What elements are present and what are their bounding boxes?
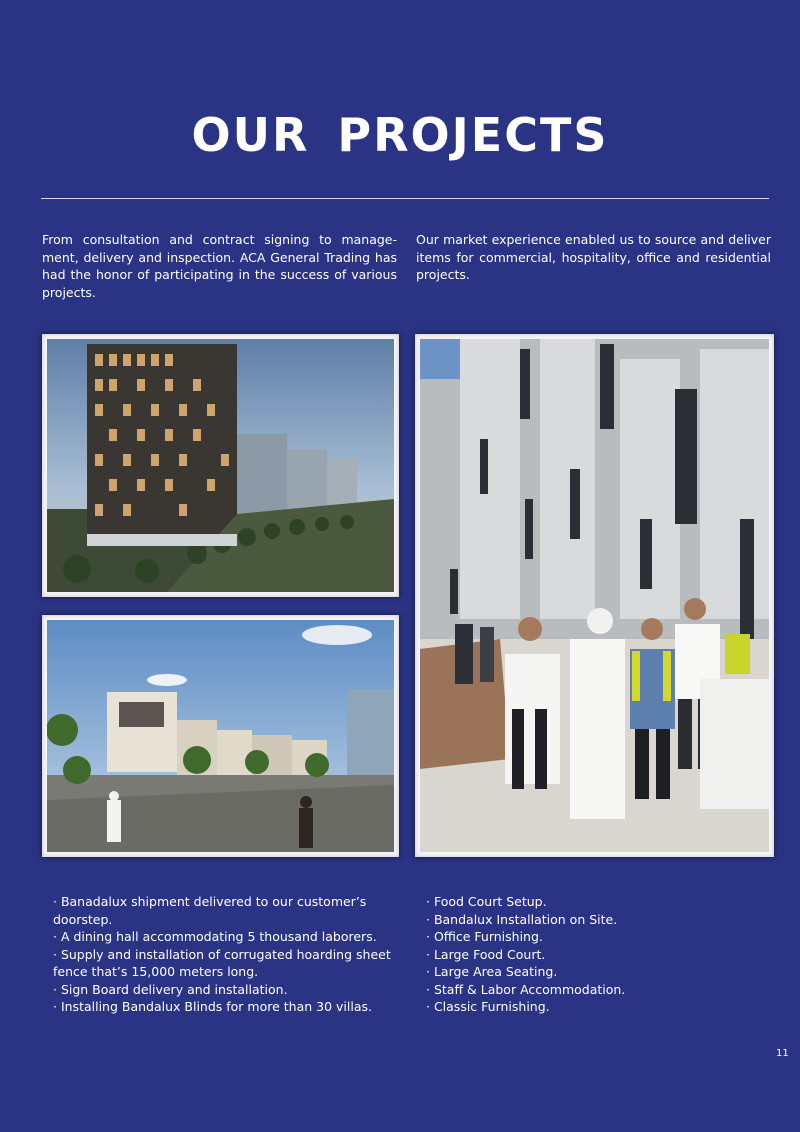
tower-rendering-image (47, 339, 394, 592)
intro-right-paragraph: Our market experience enabled us to source and deliver items for commercial, hospitality, office and residential projects. (416, 232, 771, 282)
list-item: · Bandalux Installation on Site. (426, 911, 618, 927)
list-item: · Office Furnishing. (426, 929, 543, 944)
list-item: · Large Area Seating. (426, 964, 558, 979)
title-divider (41, 198, 769, 199)
site-visit-photo (415, 334, 774, 857)
page-number: 11 (776, 1048, 789, 1059)
list-item: · Food Court Setup. (426, 894, 547, 909)
list-item: · Installing Bandalux Blinds for more than 30 villas. (53, 999, 372, 1014)
list-item: · Staff & Labor Accommodation. (426, 981, 626, 997)
site-visit-image (420, 339, 769, 852)
villas-rendering-image (47, 620, 394, 852)
list-item: · Supply and installation of corrugated hoarding sheet fence that’s 15,000 meters long. (53, 946, 391, 979)
project-list-right (426, 893, 756, 1016)
villas-rendering-photo (42, 615, 399, 857)
tower-rendering-photo (42, 334, 399, 597)
page-title: OUR PROJECTS (191, 108, 609, 162)
list-item: · Sign Board delivery and installation. (53, 981, 288, 997)
project-list-left (53, 893, 408, 1016)
list-item: · A dining hall accommodating 5 thousand laborers. (53, 929, 377, 944)
intro-left-paragraph: From consultation and contract signing to manage-ment, delivery and inspection. ACA General Trading has had the honor of participating in the success of various projects. (42, 232, 397, 300)
list-item: · Large Food Court. (426, 946, 546, 962)
list-item: · Classic Furnishing. (426, 999, 550, 1014)
list-item: · Banadalux shipment delivered to our customer’s doorstep. (53, 894, 367, 927)
